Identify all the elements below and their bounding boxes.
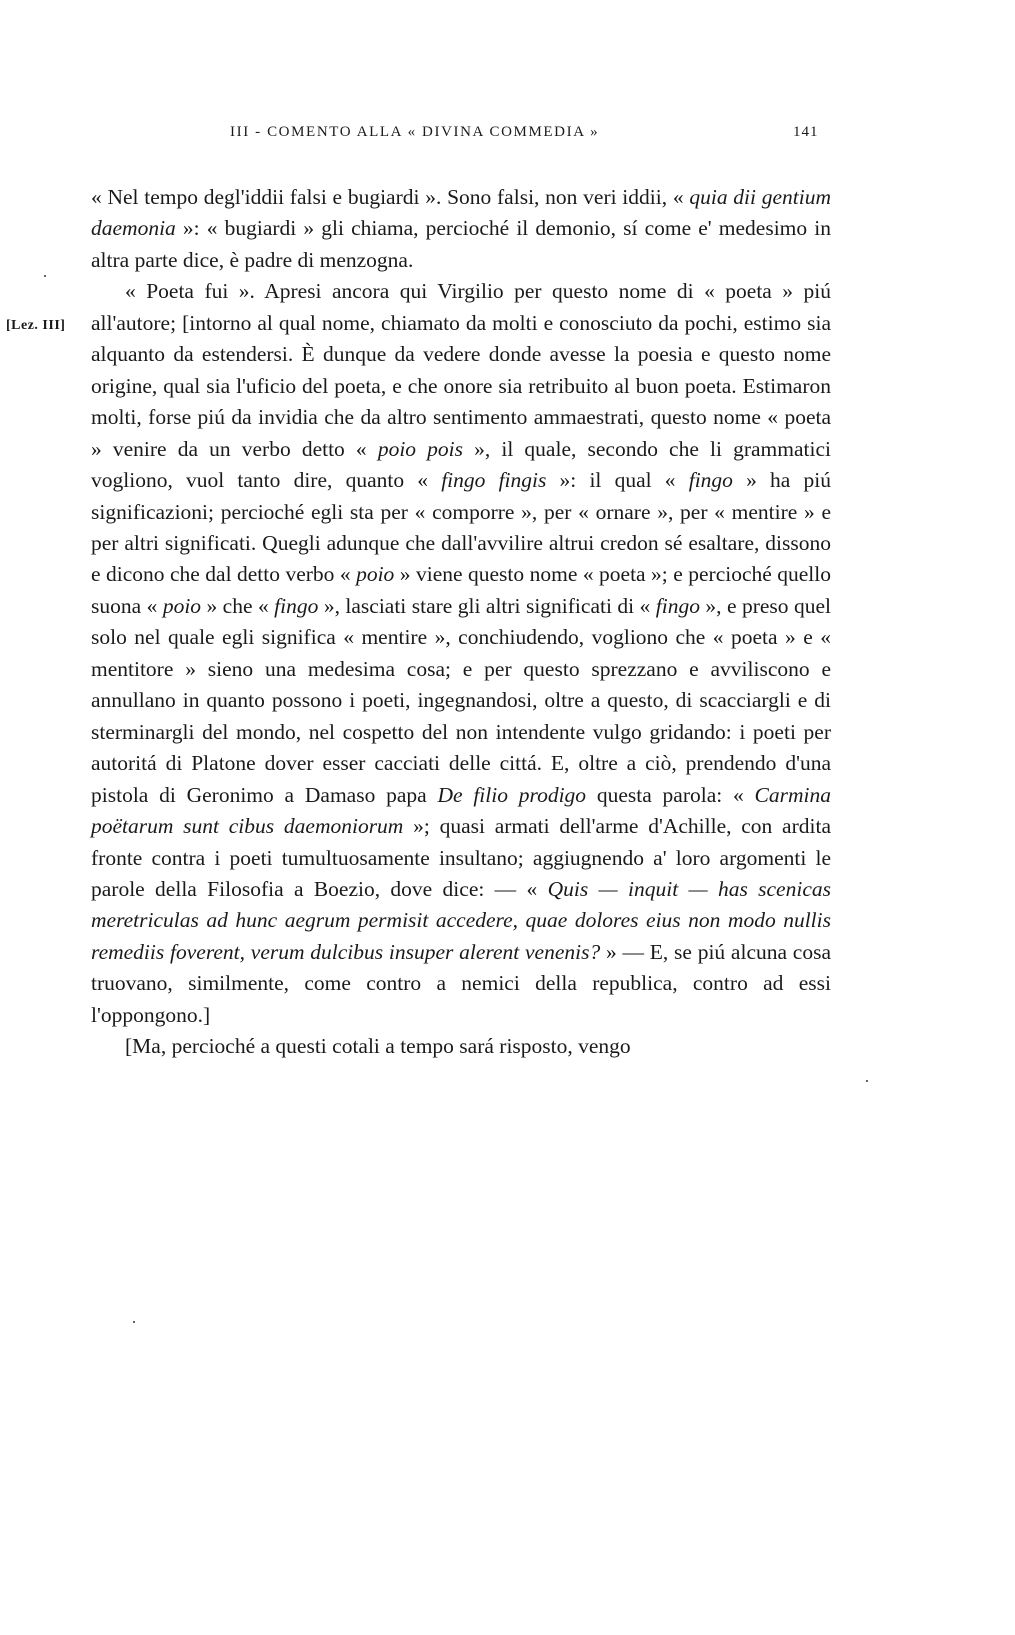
- print-speck: [133, 1321, 135, 1323]
- text-run: »; quasi armati dell'arme d'Achille, con ardita fronte contra i poeti tumultuosamente insultano; aggiugnendo a' loro argomenti le parole della Filosofia a Boezio, dove dice: — «: [91, 814, 831, 901]
- paragraph-poeta-fui: [91, 276, 831, 1031]
- text-run: « Nel tempo degl'iddii falsi e bugiardi ». Sono falsi, non veri iddii, «: [91, 185, 690, 209]
- body-text: [91, 182, 831, 1063]
- text-run: » — E, se piú alcuna cosa truovano, similmente, come contro a nemici della republica, contro ad essi l'oppongono.]: [91, 939, 831, 1027]
- italic-latin-text: Quis — inquit — has scenicas meretriculas ad hunc aegrum permisit accedere, quae dolores eius non modo nullis remediis foverent, verum dulcibus insuper alerent venenis?: [91, 876, 831, 964]
- text-run: », il quale, secondo che li grammatici vogliono, vuol tanto dire, quanto «: [91, 436, 831, 493]
- text-run: »: « bugiardi » gli chiama, percioché il demonio, sí come e' medesimo in altra parte dice, è padre di menzogna.: [91, 216, 831, 272]
- text-run: » che «: [201, 593, 275, 618]
- italic-latin-text: fingo: [274, 593, 319, 618]
- paragraph-ma-percioche: [91, 1031, 831, 1062]
- text-run: » ha piú significazioni; percioché egli sta per « comporre », per « ornare », per « mentire » e per altri significati. Quegli adunque che dall'avvilire altrui credon sé esaltare, dissono e dicono che dal detto verbo «: [91, 468, 832, 587]
- paragraph-nel-tempo: [91, 182, 831, 276]
- text-run: »: il qual «: [546, 468, 689, 493]
- italic-latin-text: Carmina poëtarum sunt cibus daemoniorum: [91, 782, 831, 839]
- print-speck: [866, 1080, 868, 1082]
- text-run: [Ma, percioché a questi cotali a tempo sará risposto, vengo: [125, 1034, 631, 1059]
- italic-latin-text: De filio prodigo: [437, 782, 587, 807]
- print-speck: [44, 275, 46, 277]
- italic-latin-text: poio pois: [377, 436, 463, 461]
- italic-latin-text: fingo: [655, 593, 700, 618]
- text-run: » viene questo nome « poeta »; e percioché quello suona «: [91, 562, 831, 618]
- text-run: », e preso quel solo nel quale egli significa « mentire », conchiudendo, vogliono che « poeta » e « mentitore » sieno una medesima cosa; e per questo sprezzano e avviliscono e annullano in quanto possono i poeti, ingegnandosi, oltre a questo, di scacciargli e di sterminargli del mondo, nel cospetto del non intendente vulgo gridando: i poeti per autoritá di Platone dover esser cacciati delle cittá. E, oltre a ciò, prendendo d'una pistola di Geronimo a Damaso papa: [91, 593, 831, 807]
- text-run: « Poeta fui ». Apresi ancora qui Virgilio per questo nome di « poeta » piú all'autore; [intorno al qual nome, chiamato da molti e conosciuto da pochi, estimo sia alquanto da estendersi. È dunque da vedere donde avesse la poesia e questo nome origine, qual sia l'uficio del poeta, e che onore sia retribuito al buon poeta. Estimaron molti, forse piú da invidia che da altro sentimento ammaestrati, questo nome « poeta » venire da un verbo detto «: [91, 279, 831, 461]
- italic-latin-text: poio: [356, 562, 395, 587]
- page-number: 141: [793, 124, 819, 140]
- italic-latin-text: poio: [162, 593, 202, 618]
- margin-lecture-marker: [Lez. III]: [6, 318, 66, 333]
- text-run: », lasciati stare gli altri significati di «: [318, 593, 656, 618]
- text-run: questa parola: «: [586, 782, 755, 807]
- italic-latin-text: fingo: [688, 468, 733, 493]
- running-title: III - COMENTO ALLA « DIVINA COMMEDIA »: [230, 124, 600, 140]
- italic-latin-text: quia dii gentium daemonia: [91, 185, 832, 241]
- italic-latin-text: fingo fingis: [441, 468, 547, 493]
